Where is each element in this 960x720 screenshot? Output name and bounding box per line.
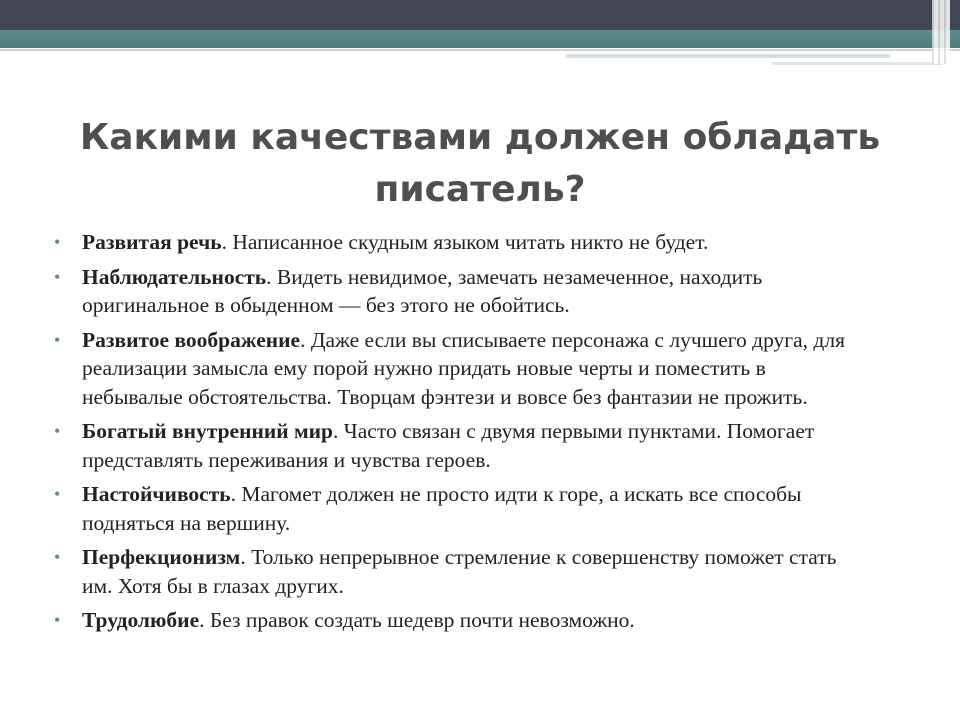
bullet-icon: • (54, 484, 61, 504)
item-term: Трудолюбие (82, 608, 200, 632)
slide-title: Какими качествами должен обладать писатель? (79, 117, 881, 210)
list-item (52, 263, 852, 320)
accent-strip (0, 30, 960, 48)
corner-decoration (932, 0, 950, 64)
list-item (52, 228, 852, 257)
bullet-icon: • (54, 232, 61, 252)
accent-line (772, 62, 942, 65)
accent-line (0, 49, 960, 51)
list-item (52, 543, 852, 600)
bullet-list (52, 228, 852, 641)
list-item (52, 480, 852, 537)
list-item (52, 326, 852, 412)
item-term: Настойчивость (82, 482, 231, 506)
bullet-icon: • (54, 421, 61, 441)
item-text: . Часто связан с двумя первыми пунктами. Помогает представлять переживания и чувства героев. (82, 419, 815, 472)
item-text: . Написанное скудным языком читать никто не будет. (221, 230, 709, 254)
header-band (0, 0, 960, 30)
bullet-icon: • (54, 266, 61, 287)
accent-line (566, 54, 890, 58)
item-text: . Даже если вы списываете персонажа с лучшего друга, для реализации замысла ему порой нужно придать новые черты и поместить в небывалые обстоятельства. Творцам фэнтези и вовсе без фантазии не прожить. (82, 327, 845, 409)
bullet-icon: • (54, 610, 61, 630)
bullet-icon: • (54, 329, 61, 350)
item-term: Наблюдательность (82, 264, 267, 289)
bullet-icon: • (54, 547, 61, 567)
item-text: . Без правок создать шедевр почти невозможно. (199, 608, 635, 632)
item-text: . Магомет должен не просто идти к горе, а искать все способы подняться на вершину. (82, 482, 802, 535)
list-item (52, 606, 852, 635)
item-term: Развитая речь (82, 230, 222, 254)
item-term: Развитое воображение (82, 327, 301, 352)
list-item (52, 417, 852, 474)
item-term: Перфекционизм (82, 545, 241, 569)
item-term: Богатый внутренний мир (82, 419, 334, 443)
item-text: . Видеть невидимое, замечать незамеченное, находить оригинальное в обыденном — без этого не обойтись. (82, 264, 763, 317)
item-text: . Только непрерывное стремление к совершенству поможет стать им. Хотя бы в глазах других. (82, 545, 837, 598)
